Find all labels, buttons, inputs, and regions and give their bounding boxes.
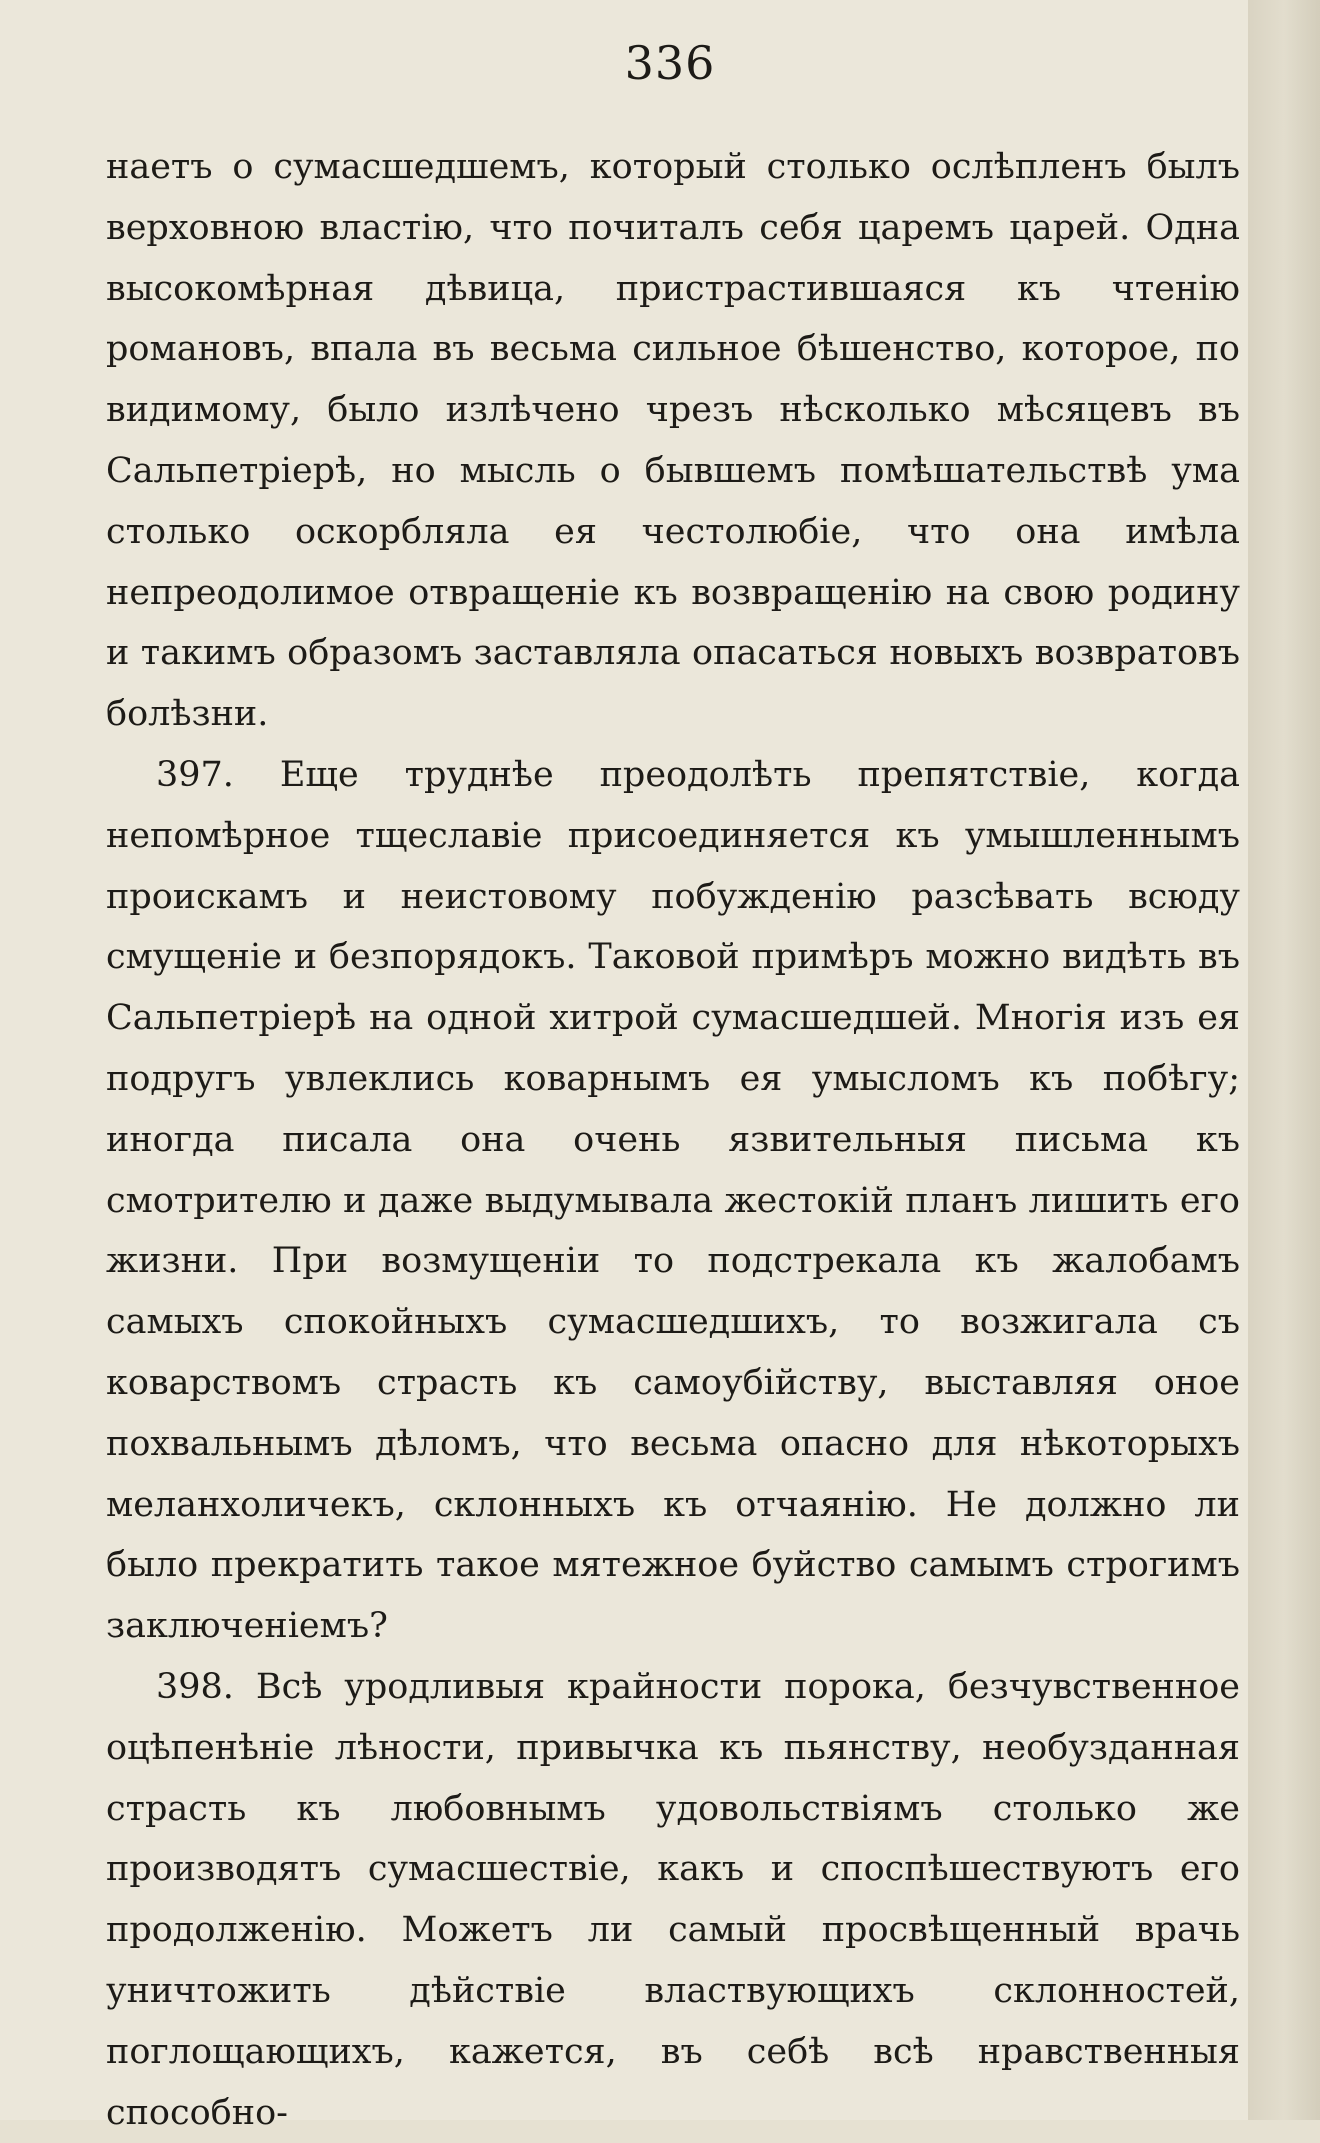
paragraph-397: 397. Еще труднѣе преодолѣть препятствіе, когда непомѣрное тщеславіе присоединяется къ умышленнымъ проискамъ и неистовому побужденію разсѣвать всюду смущеніе и безпорядокъ. Таковой примѣръ можно видѣть въ Сальпетріерѣ на одной хитрой сумасшедшей. Многія изъ ея подругъ увлеклись коварнымъ ея умысломъ къ побѣгу; иногда писала она очень язвительныя письма къ смотрителю и даже выдумывала жестокій планъ лишить его жизни. При возмущеніи то подстрекала къ жалобамъ самыхъ спокойныхъ сумасшедшихъ, то возжигала съ коварствомъ страсть къ самоубійству, выставляя оное похвальнымъ дѣломъ, что весьма опасно для нѣкоторыхъ меланхоличекъ, склонныхъ къ отчаянію. Не должно ли было прекратить такое мятежное буйство самымъ строгимъ заключеніемъ? (106, 754, 1240, 1647)
text-block (106, 137, 1240, 2143)
paragraph-398: 398. Всѣ уродливыя крайности порока, безчувственное оцѣпенѣніе лѣности, привычка къ пьянству, необузданная страсть къ любовнымъ удовольствіямъ столько же производятъ сумасшествіе, какъ и споспѣшествуютъ его продолженію. Можетъ ли самый просвѣщенный врачь уничтожить дѣйствіе властвующихъ склонностей, поглощающихъ, кажется, въ себѣ всѣ нравственныя способно- (106, 1666, 1240, 2133)
page-number: 336 (624, 36, 716, 90)
paragraph-continuation: наетъ о сумасшедшемъ, который столько ослѣпленъ былъ верховною властію, что почиталъ себя царемъ царей. Одна высокомѣрная дѣвица, пристрастившаяся къ чтенію романовъ, впала въ весьма сильное бѣшенство, которое, по видимому, было излѣчено чрезъ нѣсколько мѣсяцевъ въ Сальпетріерѣ, но мысль о бывшемъ помѣшательствѣ ума столько оскорбляла ея честолюбіе, что она имѣла непреодолимое отвращеніе къ возвращенію на свою родину и такимъ образомъ заставляла опасаться новыхъ возвратовъ болѣзни. (106, 147, 1240, 735)
page-edge-strip (1248, 0, 1320, 2120)
